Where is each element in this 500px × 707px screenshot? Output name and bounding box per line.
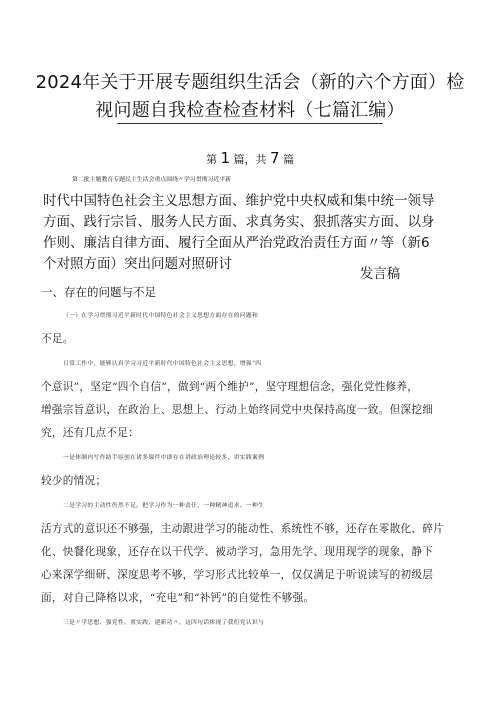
body-line-7: 一是体制内写作助手原创在诸多课件中即存在讲政治理论较多、讲实践案例 (63, 455, 265, 461)
body-line-4: 个意识”，坚定“四个自信”，做到“两个维护”，坚守理想信念，强化党性修养， (41, 381, 419, 393)
page-middle: 篇，共 (233, 153, 267, 166)
page-current: 1 (220, 149, 230, 167)
heading-line-5: 个对照方面）突出问题对照研讨 (43, 256, 232, 272)
body-line-12: 心来深学细研、深度思考不够，学习形式比较单一，仅仅满足于听说读写的初级层 (41, 569, 434, 581)
document-subtitle: 发言稿 (359, 266, 401, 282)
heading-line-2: 时代中国特色社会主义思想方面、维护党中央权威和集中统一领导 (43, 193, 435, 209)
heading-line-3: 方面、践行宗旨、服务人民方面、求真务实、狠抓落实方面、以身 (43, 214, 435, 230)
document-title-line-1: 2024年关于开展专题组织生活会（新的六个方面）检 (35, 72, 465, 93)
body-line-14: 三是〃学思想、强党性、重实践、建新功〃。这四句话体现了我们党认识与 (63, 620, 265, 626)
body-line-8: 较少的情况； (41, 475, 107, 487)
body-line-5: 增强宗旨意识，在政治上、思想上、行动上始终同党中央保持高度一致。但深挖细 (41, 404, 434, 416)
body-line-3: 日常工作中，能够认真学习习近平新时代中国特色社会主义思想，增强“四 (63, 361, 262, 367)
title-underline (117, 123, 383, 124)
page-indicator (0, 149, 500, 167)
body-line-6: 究，还有几点不足： (41, 427, 140, 439)
body-line-11: 化、快餐化现象，还存在以干代学、被动学习，急用先学、现用现学的现象，静下 (41, 546, 434, 558)
body-line-10: 活方式的意识还不够强，主动跟进学习的能动性、系统性不够，还存在零散化、碎片 (41, 523, 445, 535)
body-line-9: 二是学习的主动性仍然不足。把学习作为一种责任、一种精神追求、一种生 (63, 503, 265, 509)
body-line-13: 面，对自己降格以求，“充电”和“补钙”的自觉性不够强。 (41, 592, 315, 604)
document-title-line-2: 视问题自我检查检查材料（七篇汇编） (95, 100, 405, 121)
heading-line-1: 第二批主题教育专题民主生活会重点围绕〃学习贯彻习近平新 (72, 177, 232, 183)
page-total: 7 (270, 149, 280, 167)
body-line-2: 不足。 (41, 333, 74, 345)
section-heading: 一、存在的问题与不足 (41, 285, 156, 299)
heading-line-4: 作则、廉洁自律方面、履行全面从严治党政治责任方面〃等（新6 (43, 235, 430, 251)
page-prefix: 第 (205, 153, 217, 166)
body-line-1: （一）在学习贯彻习近平新时代中国特色社会主义思想方面存在的问题和 (63, 313, 259, 319)
page-suffix: 篇 (283, 153, 295, 166)
